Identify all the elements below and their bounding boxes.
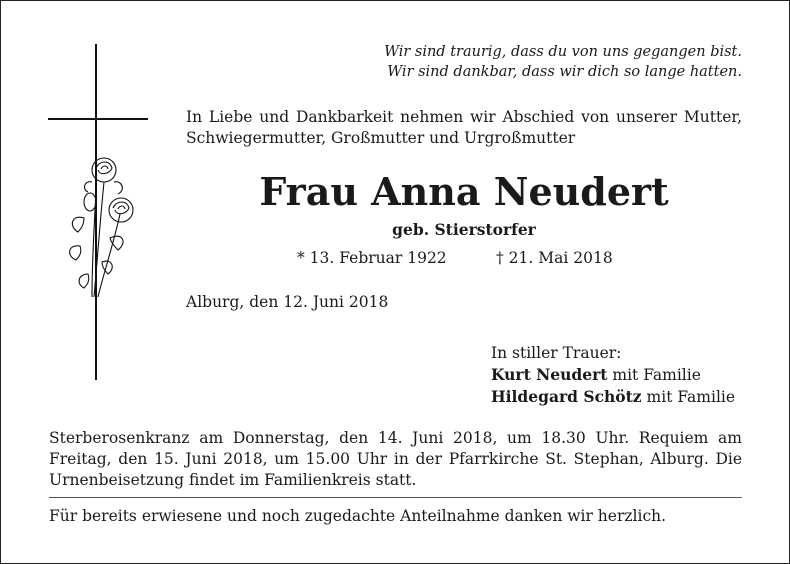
mourner-name: Hildegard Schötz [491,387,642,406]
service-details: Sterberosenkranz am Donnerstag, den 14. Juni 2018, um 18.30 Uhr. Requiem am Freitag, den 15. Juni 2018, um 15.00 Uhr in der Pfarrkirche St. Stephan, Alburg. Die Urnenbeisetzung findet im Familienkreis statt. [49,429,742,489]
quote-line-2: Wir sind dankbar, dass wir dich so lange hatten. [387,64,742,80]
birth-date: * 13. Februar 1922 [297,249,447,267]
mourners-block [491,342,735,408]
roses-icon [70,158,133,297]
mourner-entry [491,364,735,386]
divider [49,497,742,498]
mourner-entry [491,386,735,408]
memorial-quote [384,42,742,82]
mourners-heading: In stiller Trauer: [491,344,622,362]
intro-text: In Liebe und Dankbarkeit nehmen wir Abschied von unserer Mutter, Schwiegermutter, Großmutter und Urgroßmutter [186,108,742,147]
place-and-date: Alburg, den 12. Juni 2018 [186,293,389,311]
birth-name: geb. Stierstorfer [392,220,536,239]
thanks-text: Für bereits erwiesene und noch zugedachte Anteilnahme danken wir herzlich. [49,507,667,525]
quote-line-1: Wir sind traurig, dass du von uns gegangen bist. [384,44,742,60]
death-date: † 21. Mai 2018 [496,249,613,267]
cross-icon [44,42,164,382]
mourner-suffix: mit Familie [641,388,736,406]
mourner-suffix: mit Familie [607,366,701,384]
deceased-name: Frau Anna Neudert [259,169,669,214]
mourner-name: Kurt Neudert [491,365,608,384]
